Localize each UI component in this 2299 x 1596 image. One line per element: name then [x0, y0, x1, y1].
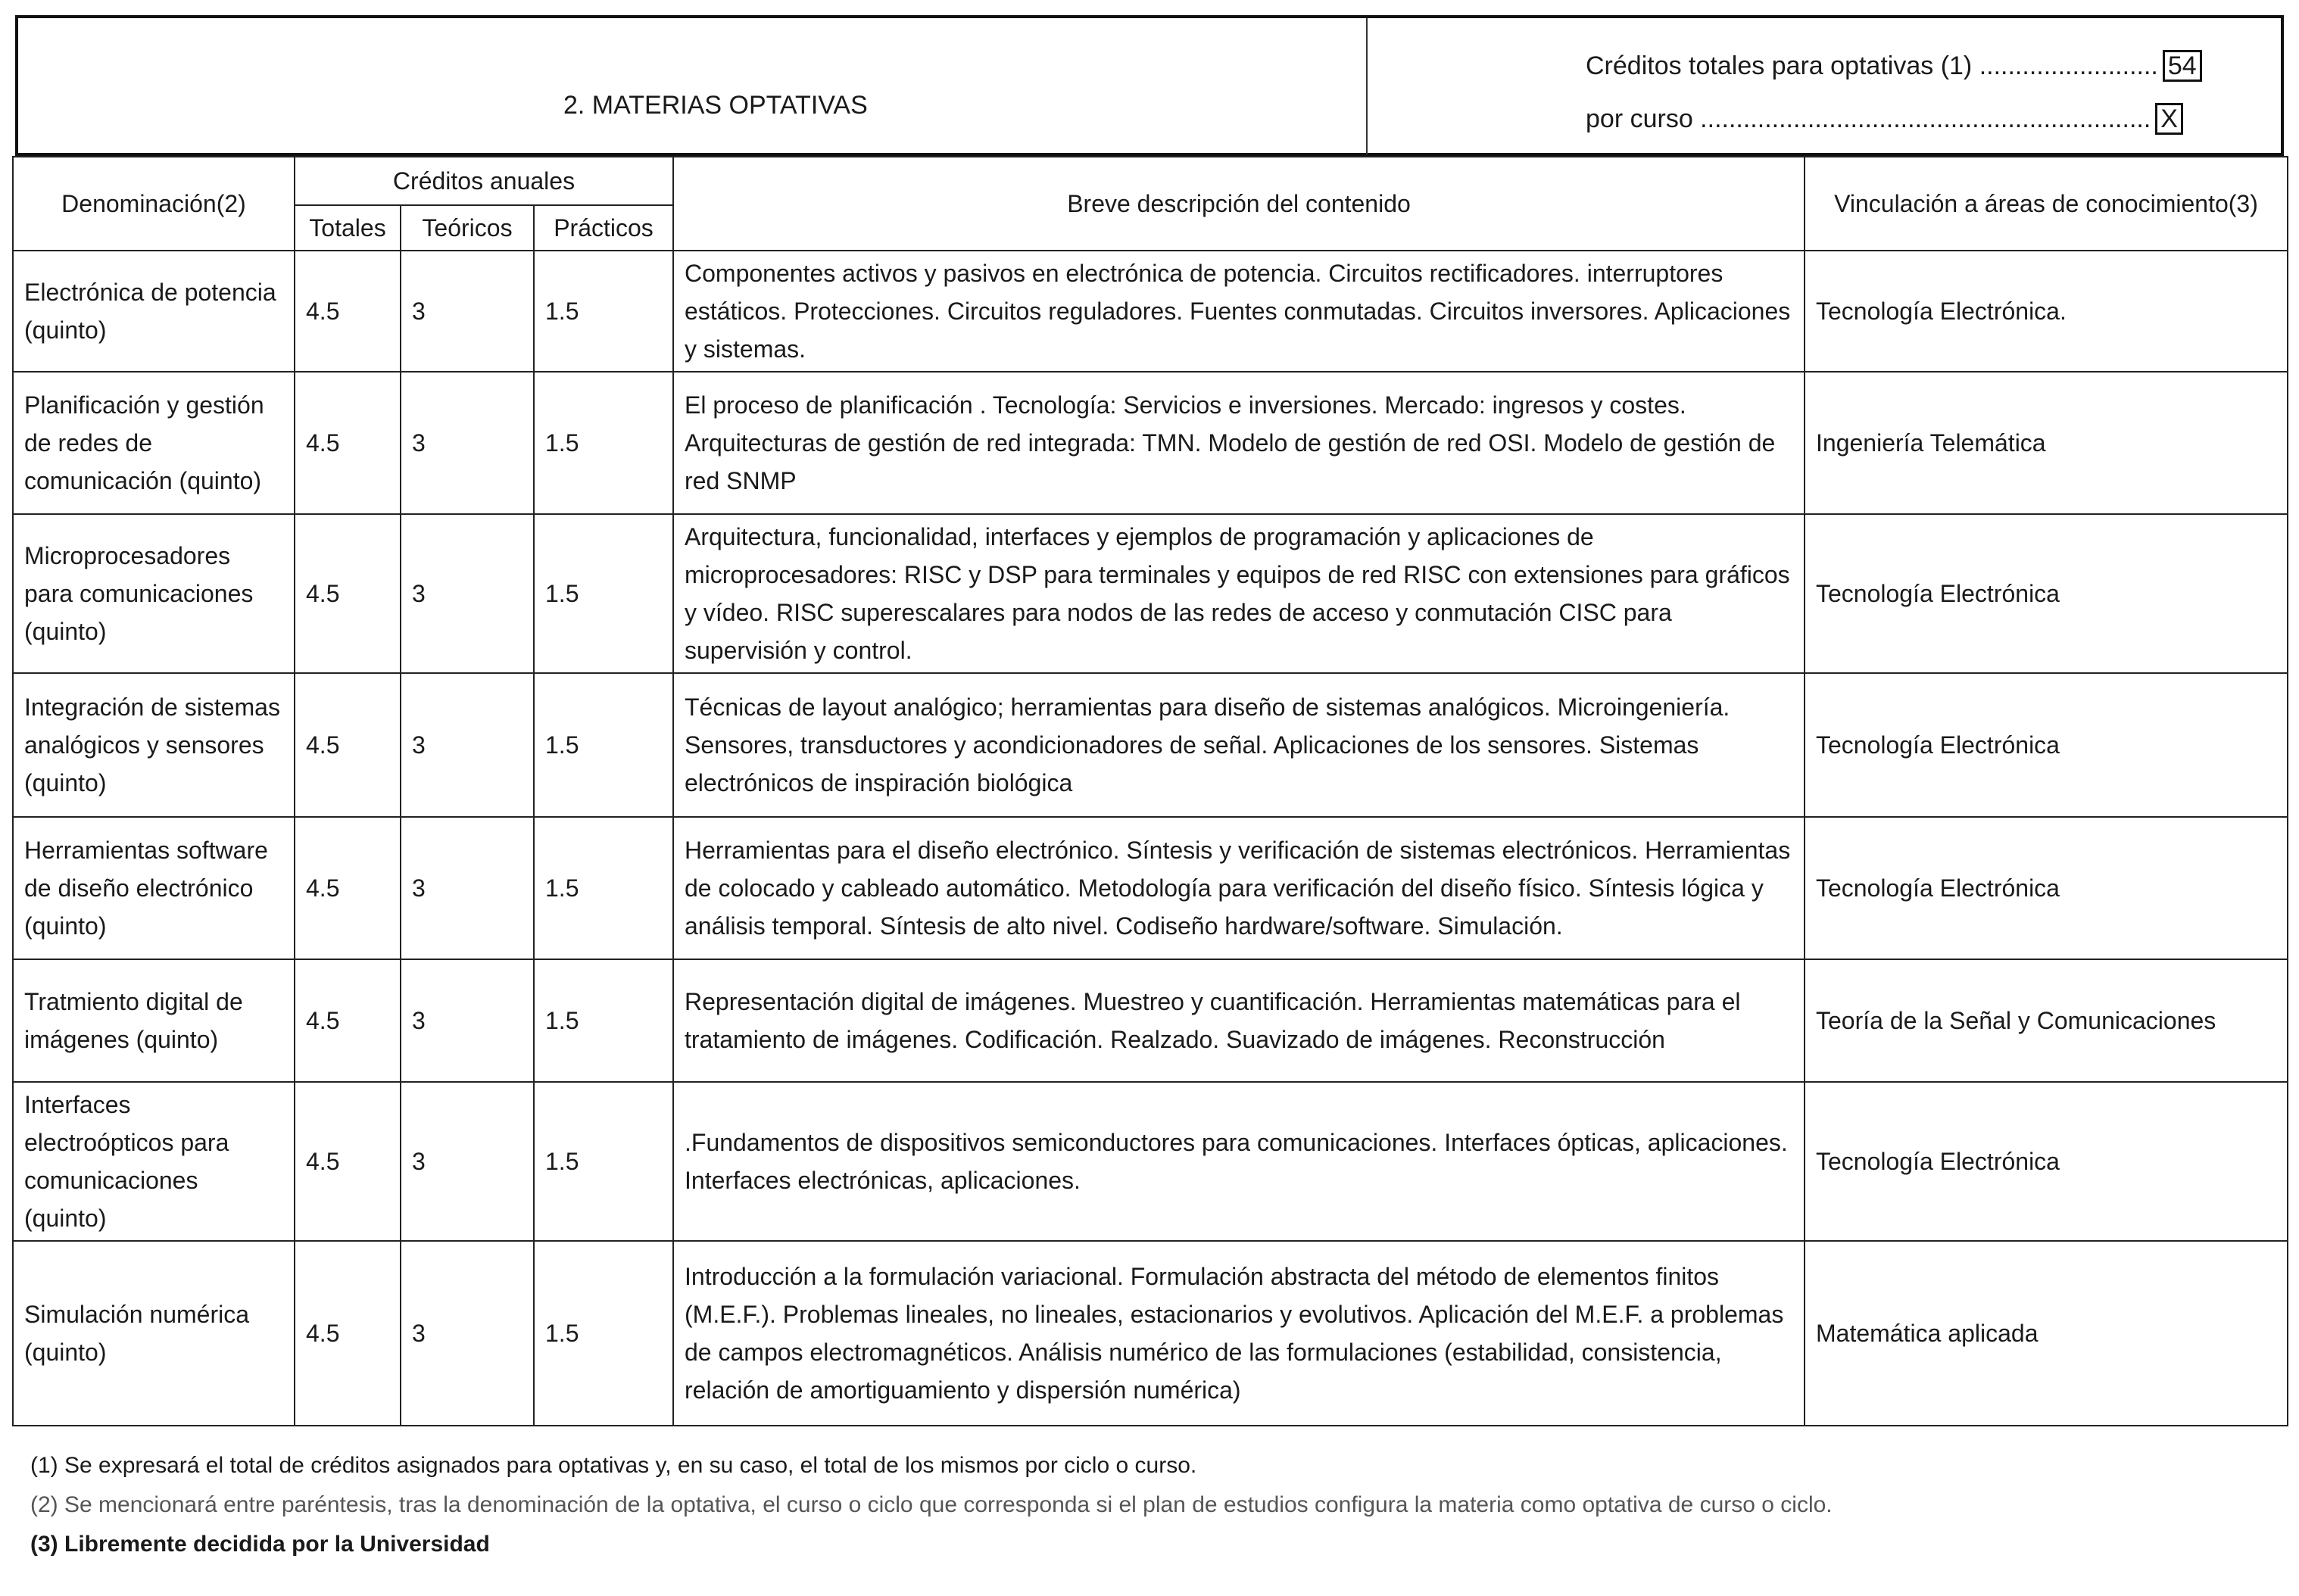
credits-totales: 4.5	[295, 514, 401, 673]
subject-name: Electrónica de potencia (quinto)	[13, 251, 295, 372]
section-title: 2. MATERIAS OPTATIVAS	[563, 91, 868, 120]
subject-description: .Fundamentos de dispositivos semiconductores para comunicaciones. Interfaces ópticas, aplicaciones. Interfaces electrónicas, aplicaciones.	[673, 1082, 1805, 1241]
knowledge-area: Tecnología Electrónica	[1805, 1082, 2288, 1241]
subject-name: Interfaces electroópticos para comunicaciones (quinto)	[13, 1082, 295, 1241]
credits-totales: 4.5	[295, 251, 401, 372]
subject-description: El proceso de planificación . Tecnología: Servicios e inversiones. Mercado: ingresos y costes. Arquitecturas de gestión de red integrada: TMN. Modelo de gestión de red OSI. Modelo de gestión de red SNMP	[673, 372, 1805, 514]
knowledge-area: Ingeniería Telemática	[1805, 372, 2288, 514]
credits-totales: 4.5	[295, 1241, 401, 1426]
credits-teoricos: 3	[401, 959, 534, 1082]
credits-line	[1586, 50, 2202, 82]
credits-totales: 4.5	[295, 959, 401, 1082]
subject-name: Simulación numérica (quinto)	[13, 1241, 295, 1426]
credits-teoricos: 3	[401, 1241, 534, 1426]
per-course-label: por curso ...............................................................	[1586, 104, 2151, 133]
subject-description: Herramientas para el diseño electrónico. Síntesis y verificación de sistemas electrónicos. Herramientas de colocado y cableado automático. Metodología para verificación del diseño físico. Síntesis lógica y análisis temporal. Síntesis de alto nivel. Codiseño hardware/software. Simulación.	[673, 817, 1805, 959]
col-header-teoricos: Teóricos	[401, 205, 534, 251]
table-row	[13, 1241, 2288, 1426]
credits-teoricos: 3	[401, 372, 534, 514]
col-header-vinculacion: Vinculación a áreas de conocimiento(3)	[1805, 157, 2288, 251]
table-row	[13, 514, 2288, 673]
credits-totales: 4.5	[295, 817, 401, 959]
credits-practicos: 1.5	[534, 372, 673, 514]
subject-name: Microprocesadores para comunicaciones (quinto)	[13, 514, 295, 673]
subject-description: Introducción a la formulación variacional. Formulación abstracta del método de elementos finitos (M.E.F.). Problemas lineales, no lineales, estacionarios y evolutivos. Aplicación del M.E.F. a problemas de campos electromagnéticos. Análisis numérico de las formulaciones (estabilidad, consistencia, relación de amortiguamiento y dispersión numérica)	[673, 1241, 1805, 1426]
table-row	[13, 1082, 2288, 1241]
knowledge-area: Matemática aplicada	[1805, 1241, 2288, 1426]
subject-description: Representación digital de imágenes. Muestreo y cuantificación. Herramientas matemáticas para el tratamiento de imágenes. Codificación. Realzado. Suavizado de imágenes. Reconstrucción	[673, 959, 1805, 1082]
credits-practicos: 1.5	[534, 1082, 673, 1241]
col-header-creditos: Créditos anuales	[295, 157, 673, 205]
per-course-line	[1586, 103, 2183, 135]
footnotes	[30, 1446, 1833, 1564]
col-header-practicos: Prácticos	[534, 205, 673, 251]
credits-teoricos: 3	[401, 673, 534, 817]
table-row	[13, 372, 2288, 514]
credits-value: 54	[2163, 50, 2202, 82]
header-box	[15, 15, 2284, 156]
credits-teoricos: 3	[401, 251, 534, 372]
col-header-denominacion: Denominación(2)	[13, 157, 295, 251]
footnote-3: (3) Libremente decidida por la Universidad	[30, 1532, 490, 1557]
knowledge-area: Tecnología Electrónica	[1805, 817, 2288, 959]
per-course-value: X	[2155, 103, 2183, 135]
credits-teoricos: 3	[401, 514, 534, 673]
knowledge-area: Tecnología Electrónica.	[1805, 251, 2288, 372]
subject-description: Componentes activos y pasivos en electrónica de potencia. Circuitos rectificadores. interruptores estáticos. Protecciones. Circuitos reguladores. Fuentes conmutadas. Circuitos inversores. Aplicaciones y sistemas.	[673, 251, 1805, 372]
credits-teoricos: 3	[401, 817, 534, 959]
credits-label: Créditos totales para optativas (1) .........................	[1586, 51, 2158, 80]
subject-name: Planificación y gestión de redes de comunicación (quinto)	[13, 372, 295, 514]
footnote-2: (2) Se mencionará entre paréntesis, tras la denominación de la optativa, el curso o ciclo que corresponda si el plan de estudios configura la materia como optativa de curso o ciclo.	[30, 1492, 1833, 1517]
col-header-descripcion: Breve descripción del contenido	[673, 157, 1805, 251]
credits-practicos: 1.5	[534, 817, 673, 959]
subject-name: Herramientas software de diseño electrónico (quinto)	[13, 817, 295, 959]
credits-totales: 4.5	[295, 372, 401, 514]
subject-description: Técnicas de layout analógico; herramientas para diseño de sistemas analógicos. Microingeniería. Sensores, transductores y acondicionadores de señal. Aplicaciones de los sensores. Sistemas electrónicos de inspiración biológica	[673, 673, 1805, 817]
credits-practicos: 1.5	[534, 959, 673, 1082]
table-row	[13, 673, 2288, 817]
subject-description: Arquitectura, funcionalidad, interfaces y ejemplos de programación y aplicaciones de microprocesadores: RISC y DSP para terminales y equipos de red RISC con extensiones para gráficos y vídeo. RISC superescalares para nodos de las redes de acceso y conmutación CISC para supervisión y control.	[673, 514, 1805, 673]
table-row	[13, 959, 2288, 1082]
credits-totales: 4.5	[295, 673, 401, 817]
header-divider	[1366, 18, 1368, 154]
footnote-1: (1) Se expresará el total de créditos asignados para optativas y, en su caso, el total de los mismos por ciclo o curso.	[30, 1453, 1197, 1478]
credits-practicos: 1.5	[534, 673, 673, 817]
col-header-totales: Totales	[295, 205, 401, 251]
table-row	[13, 251, 2288, 372]
credits-practicos: 1.5	[534, 514, 673, 673]
knowledge-area: Tecnología Electrónica	[1805, 514, 2288, 673]
credits-teoricos: 3	[401, 1082, 534, 1241]
credits-practicos: 1.5	[534, 1241, 673, 1426]
subject-name: Integración de sistemas analógicos y sensores (quinto)	[13, 673, 295, 817]
credits-totales: 4.5	[295, 1082, 401, 1241]
subjects-table	[12, 156, 2288, 1426]
knowledge-area: Tecnología Electrónica	[1805, 673, 2288, 817]
knowledge-area: Teoría de la Señal y Comunicaciones	[1805, 959, 2288, 1082]
credits-practicos: 1.5	[534, 251, 673, 372]
table-row	[13, 817, 2288, 959]
subject-name: Tratmiento digital de imágenes (quinto)	[13, 959, 295, 1082]
